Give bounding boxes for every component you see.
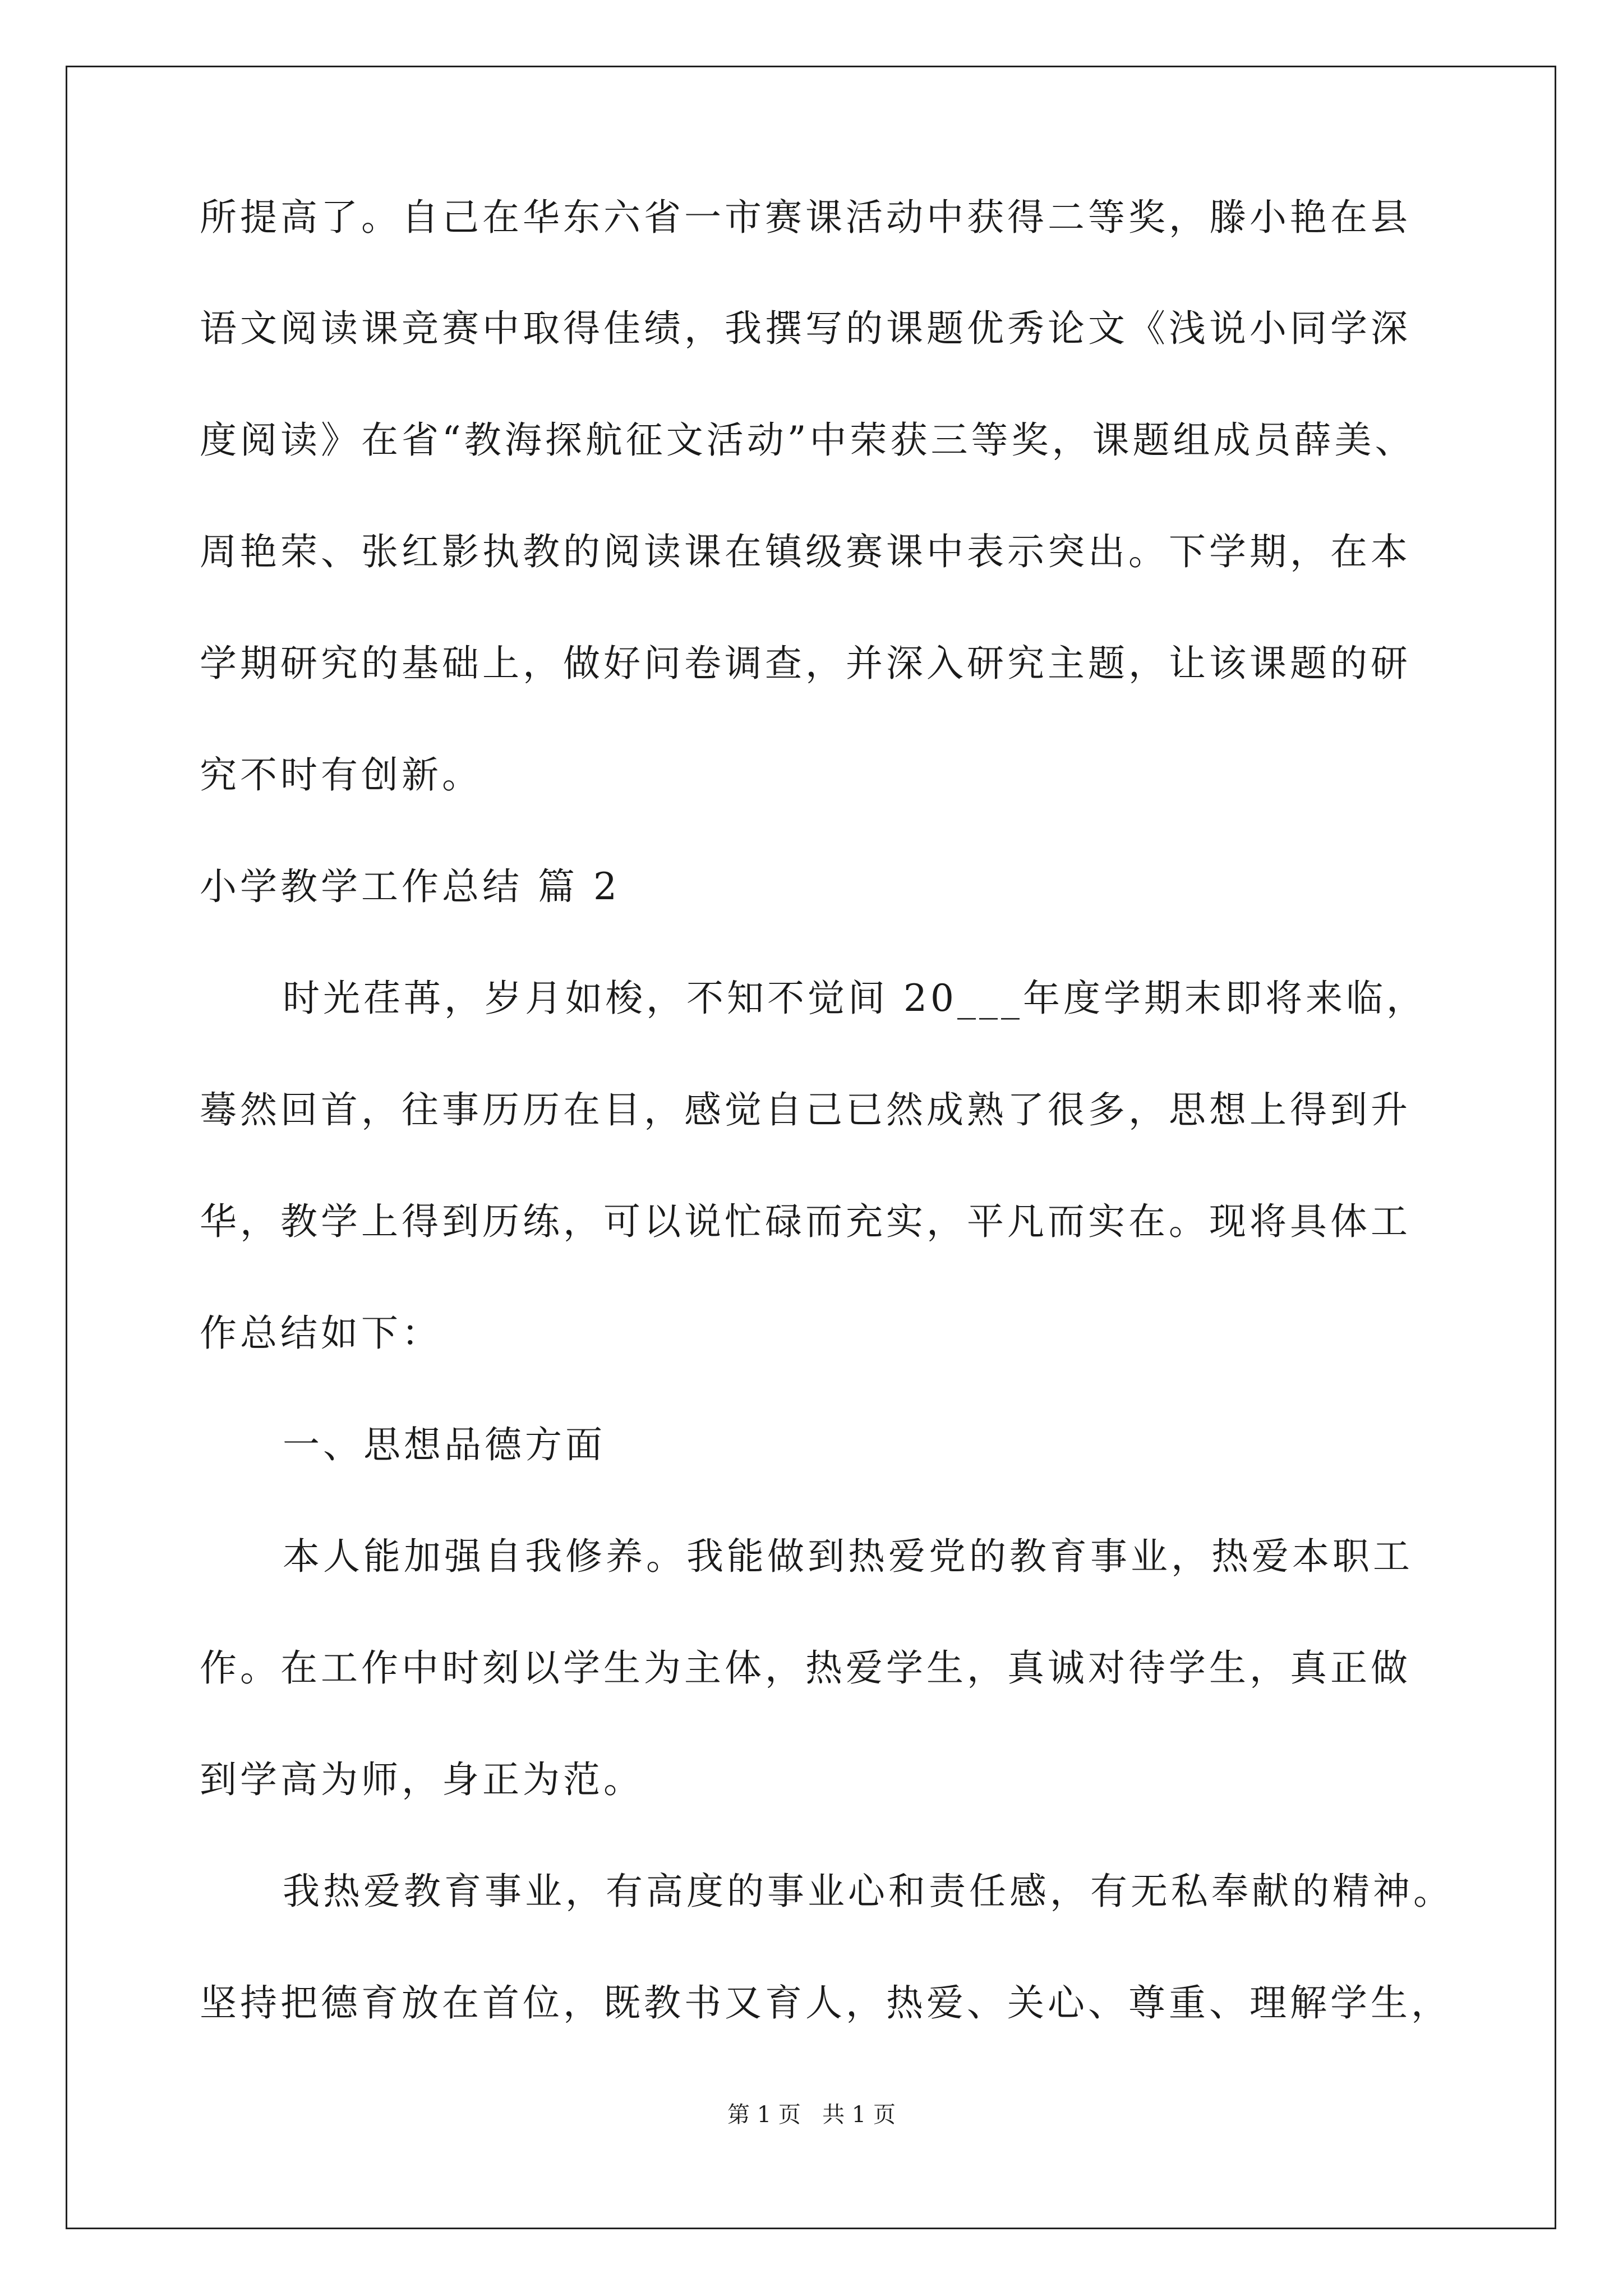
- text-line: 本人能加强自我修养。我能做到热爱党的教育事业，热爱本职工: [283, 1535, 1413, 1578]
- text-line: 到学高为师，身正为范。: [200, 1758, 644, 1801]
- text-line: 作。在工作中时刻以学生为主体，热爱学生，真诚对待学生，真正做: [200, 1646, 1411, 1690]
- text-line: 学期研究的基础上，做好问卷调查，并深入研究主题，让该课题的研: [200, 642, 1411, 685]
- text-line: 所提高了。自己在华东六省一市赛课活动中获得二等奖，滕小艳在县: [200, 196, 1411, 239]
- text-line: 我热爱教育事业，有高度的事业心和责任感，有无私奉献的精神。: [283, 1870, 1454, 1913]
- text-line: 华，教学上得到历练，可以说忙碌而充实，平凡而实在。现将具体工: [200, 1200, 1411, 1243]
- text-line: 度阅读》在省“教海探航征文活动”中荣获三等奖，课题组成员薛美、: [200, 418, 1415, 462]
- text-line: 作总结如下：: [200, 1312, 442, 1355]
- text-line: 语文阅读课竞赛中取得佳绩，我撰写的课题优秀论文《浅说小同学深: [200, 307, 1411, 350]
- text-line: 时光荏苒，岁月如梭，不知不觉间 20___年度学期末即将来临，: [283, 977, 1427, 1020]
- text-line: 蓦然回首，往事历历在目，感觉自己已然成熟了很多，思想上得到升: [200, 1088, 1411, 1131]
- text-line: 坚持把德育放在首位，既教书又育人，热爱、关心、尊重、理解学生，: [200, 1981, 1451, 2024]
- text-line: 究不时有创新。: [200, 753, 482, 797]
- section-heading: 小学教学工作总结 篇 2: [200, 865, 620, 908]
- text-line: 一、思想品德方面: [283, 1423, 606, 1466]
- text-line: 周艳荣、张红影执教的阅读课在镇级赛课中表示突出。下学期，在本: [200, 530, 1411, 573]
- page-footer: 第 1 页 共 1 页: [727, 2102, 896, 2128]
